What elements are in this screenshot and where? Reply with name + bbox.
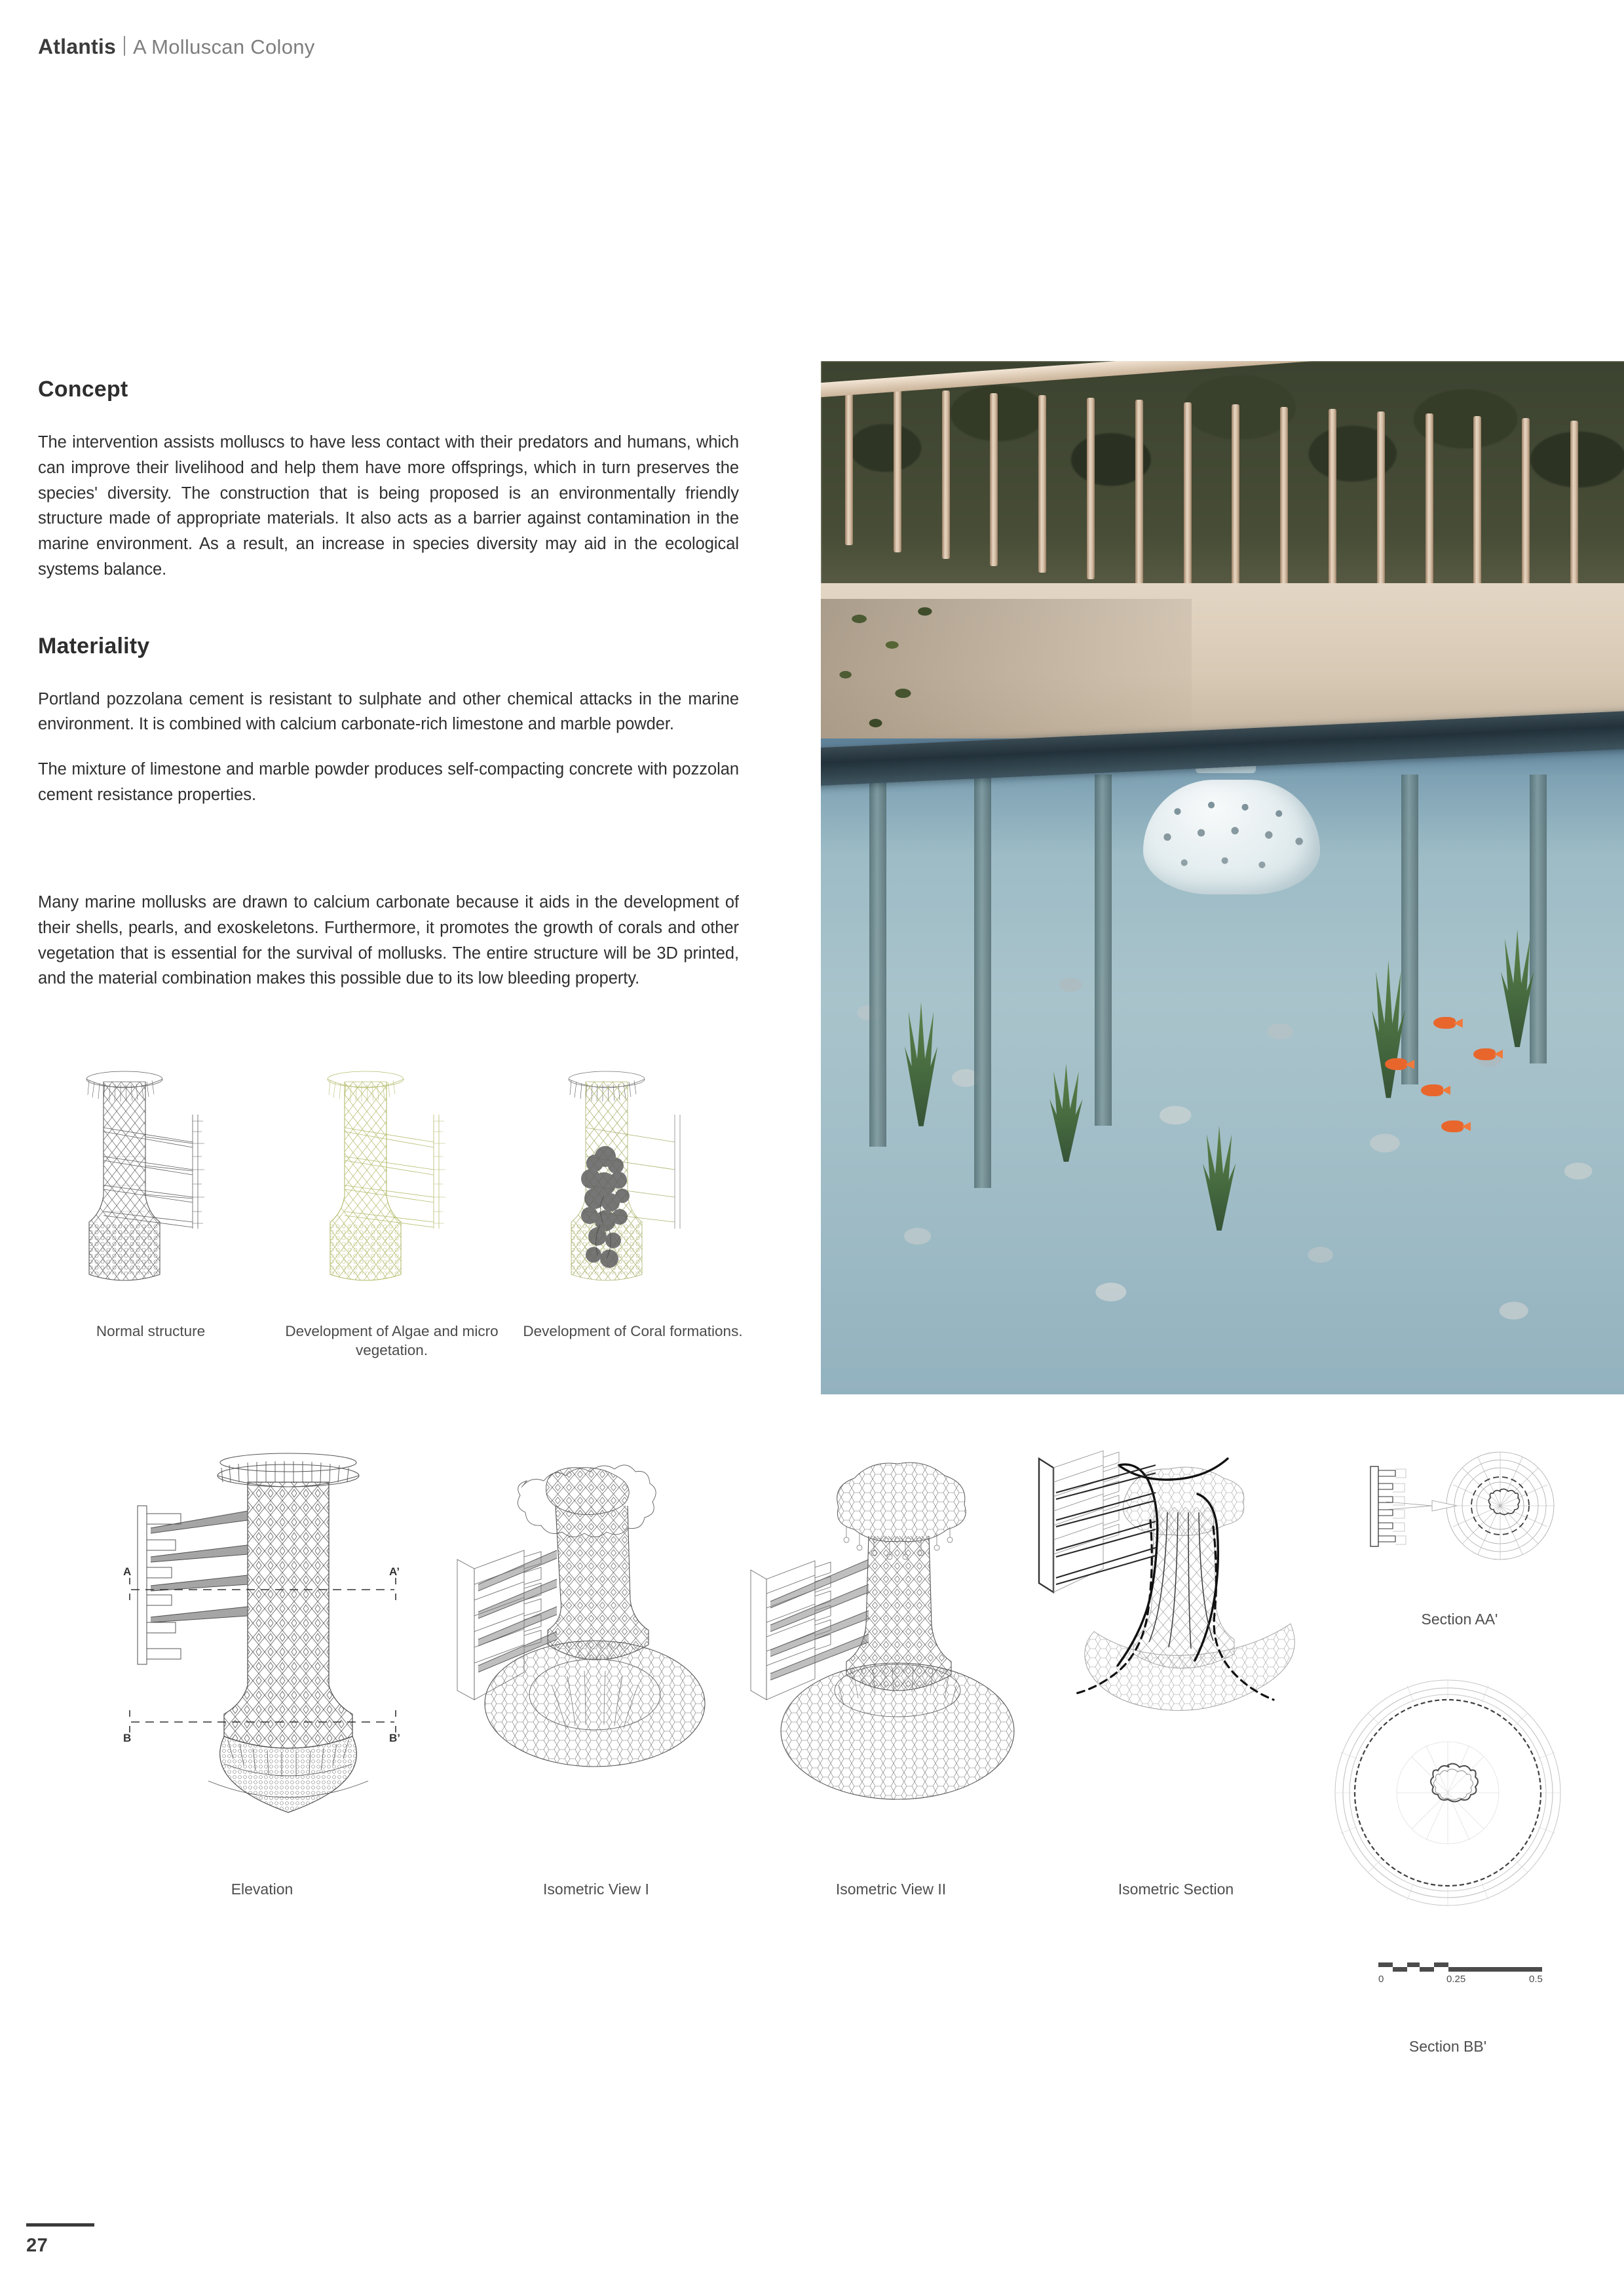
drawing-isometric-section [1035, 1428, 1317, 1898]
page-number: 27 [26, 2235, 48, 2256]
growth-stage-caption: Normal structure [96, 1323, 206, 1339]
elevation-drawing [111, 1428, 413, 1861]
isometric-section-drawing [1035, 1428, 1317, 1861]
drawing-isometric-view-2 [747, 1428, 1035, 1898]
isometric-view-1-drawing [452, 1428, 740, 1861]
scale-bar-track [1378, 1962, 1542, 1972]
render-fish [1433, 1017, 1456, 1029]
render-fish [1385, 1058, 1407, 1070]
scale-bar-labels [1378, 1974, 1542, 1992]
render-pier-pile [869, 775, 886, 1147]
concept-heading: Concept [38, 377, 128, 402]
page-header [38, 34, 315, 59]
project-render-image [821, 361, 1624, 1394]
header-title-subtitle: A Molluscan Colony [132, 35, 315, 58]
drawing-caption: Elevation [231, 1881, 293, 1898]
drawing-caption: Isometric View II [835, 1881, 947, 1898]
coral-development-drawing [535, 1058, 731, 1320]
render-pier-pile [1401, 775, 1418, 1084]
scale-label-0: 0 [1378, 1974, 1384, 1985]
growth-stage-caption: Development of Coral formations. [523, 1323, 743, 1339]
header-divider [124, 36, 125, 56]
render-pier-pile [1530, 775, 1547, 1064]
render-railing [821, 382, 1624, 609]
drawing-caption: Section BB' [1408, 2038, 1487, 2055]
isometric-view-2-drawing [747, 1428, 1035, 1861]
render-pier-pile [1095, 775, 1112, 1126]
section-marker-a-left: A [123, 1565, 132, 1578]
section-marker-b-right: B’ [389, 1732, 400, 1744]
materiality-paragraph-3: Many marine mollusks are drawn to calcium carbonate because it aids in the development of their shells, pearls, and exoskeletons. Furthermore, it promotes the growth of corals and other vegetation that is essential for the survival of mollusks. The entire structure will be 3D printed, and the material combination makes this possible due to its low bleeding property. [38, 893, 739, 988]
section-marker-b-left: B [123, 1732, 132, 1744]
scale-label-05: 0.5 [1529, 1974, 1543, 1985]
section-aa-drawing [1348, 1428, 1571, 1599]
growth-stage-caption: Development of Algae and micro vegetation. [285, 1323, 499, 1359]
render-fish [1473, 1048, 1496, 1060]
scale-label-025: 0.25 [1446, 1974, 1466, 1985]
render-pebble-bed [821, 929, 1624, 1394]
drawing-caption: Isometric Section [1118, 1881, 1234, 1898]
render-ivy-vines [821, 578, 1095, 764]
section-marker-a-right: A’ [389, 1565, 400, 1578]
materiality-paragraph-2: The mixture of limestone and marble powder produces self-compacting concrete with pozzolan cement resistance properties. [38, 760, 739, 804]
scale-bar [1378, 1962, 1542, 1992]
render-fish [1421, 1084, 1443, 1096]
section-bb-drawing [1323, 1671, 1572, 1920]
materiality-paragraph-3-clipped [38, 890, 739, 1039]
growth-stage-coral [521, 1058, 744, 1373]
normal-structure-drawing [52, 1058, 249, 1320]
algae-development-drawing [293, 1058, 490, 1320]
drawing-caption: Isometric View I [543, 1881, 649, 1898]
header-title-bold: Atlantis [38, 35, 116, 58]
materiality-heading: Materiality [38, 633, 150, 659]
growth-stage-diagrams [39, 1058, 773, 1373]
materiality-paragraph-1: Portland pozzolana cement is resistant to sulphate and other chemical attacks in the marine environment. It is combined with calcium carbonate-rich limestone and marble powder. [38, 689, 739, 734]
render-pier-pile [974, 775, 991, 1188]
text-column [38, 377, 739, 808]
drawing-elevation [111, 1428, 413, 1898]
render-fish [1441, 1120, 1463, 1132]
drawing-isometric-view-1 [452, 1428, 740, 1898]
page-footer [26, 2223, 94, 2257]
drawing-section-aa [1348, 1428, 1571, 1628]
render-perforated-dome [1143, 780, 1320, 894]
concept-paragraph-1: The intervention assists molluscs to have less contact with their predators and humans, which can improve their livelihood and help them have more offsprings, which in turn preserves the species' diversity. The construction that is being proposed is an environmentally friendly structure made of appropriate materials. It also acts as a barrier against contamination in the marine environment. As a result, an increase in species diversity may aid in the ecological systems balance. [38, 433, 739, 579]
drawing-caption: Section AA' [1421, 1611, 1498, 1628]
growth-stage-normal-structure [39, 1058, 262, 1373]
growth-stage-algae [280, 1058, 503, 1373]
footer-rule [26, 2223, 94, 2227]
